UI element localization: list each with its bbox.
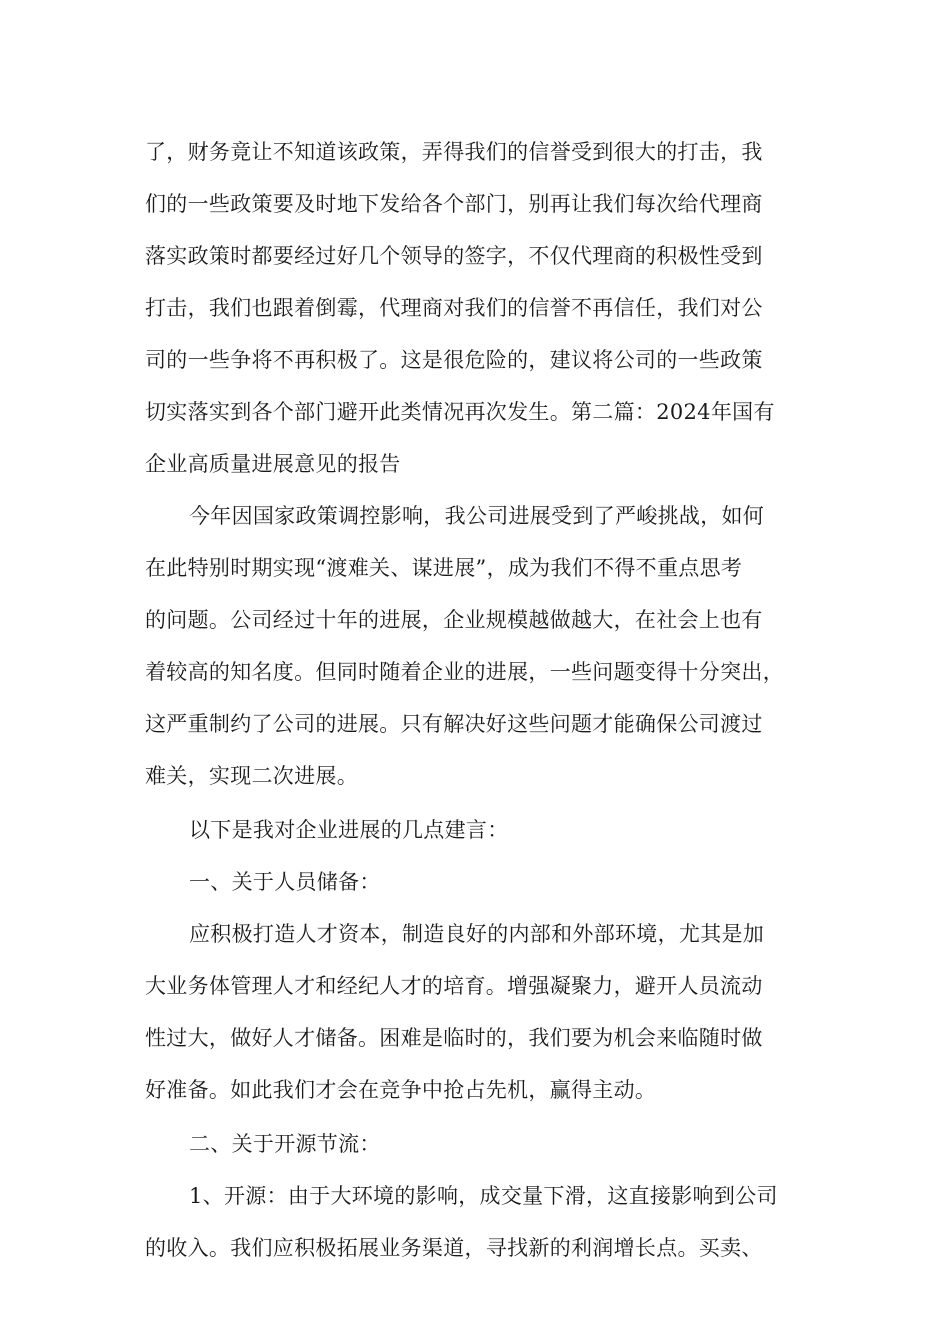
text-line: 企业高质量进展意见的报告 — [145, 452, 401, 476]
text-line: 1、开源：由于大环境的影响，成交量下滑，这直接影响到公司 — [189, 1184, 778, 1208]
text-line: 切实落实到各个部门避开此类情况再次发生。第二篇：2024年国有 — [145, 400, 775, 424]
text-line: 好准备。如此我们才会在竞争中抢占先机，赢得主动。 — [145, 1078, 657, 1102]
text-line: 打击，我们也跟着倒霉，代理商对我们的信誉不再信任，我们对公 — [145, 296, 763, 320]
text-line: 的收入。我们应积极拓展业务渠道，寻找新的利润增长点。买卖、 — [145, 1236, 763, 1260]
text-line: 了，财务竟让不知道该政策，弄得我们的信誉受到很大的打击，我 — [145, 140, 763, 164]
text-line: 着较高的知名度。但同时随着企业的进展，一些问题变得十分突出， — [145, 660, 784, 684]
text-line: 应积极打造人才资本，制造良好的内部和外部环境，尤其是加 — [189, 922, 765, 946]
text-line: 在此特别时期实现“渡难关、谋进展”，成为我们不得不重点思考 — [145, 556, 743, 580]
section-heading: 二、关于开源节流： — [189, 1132, 381, 1156]
section-heading: 一、关于人员储备： — [189, 870, 381, 894]
text-line: 司的一些争将不再积极了。这是很危险的，建议将公司的一些政策 — [145, 348, 763, 372]
text-line: 以下是我对企业进展的几点建言： — [189, 818, 509, 842]
text-line: 这严重制约了公司的进展。只有解决好这些问题才能确保公司渡过 — [145, 712, 763, 736]
text-line: 落实政策时都要经过好几个领导的签字，不仅代理商的积极性受到 — [145, 244, 763, 268]
text-line: 性过大，做好人才储备。困难是临时的，我们要为机会来临随时做 — [145, 1026, 763, 1050]
text-line: 今年因国家政策调控影响，我公司进展受到了严峻挑战，如何 — [189, 504, 765, 528]
text-line: 的问题。公司经过十年的进展，企业规模越做越大，在社会上也有 — [145, 608, 763, 632]
text-line: 难关，实现二次进展。 — [145, 764, 358, 788]
text-line: 大业务体管理人才和经纪人才的培育。增强凝聚力，避开人员流动 — [145, 974, 763, 998]
text-line: 们的一些政策要及时地下发给各个部门，别再让我们每次给代理商 — [145, 192, 763, 216]
